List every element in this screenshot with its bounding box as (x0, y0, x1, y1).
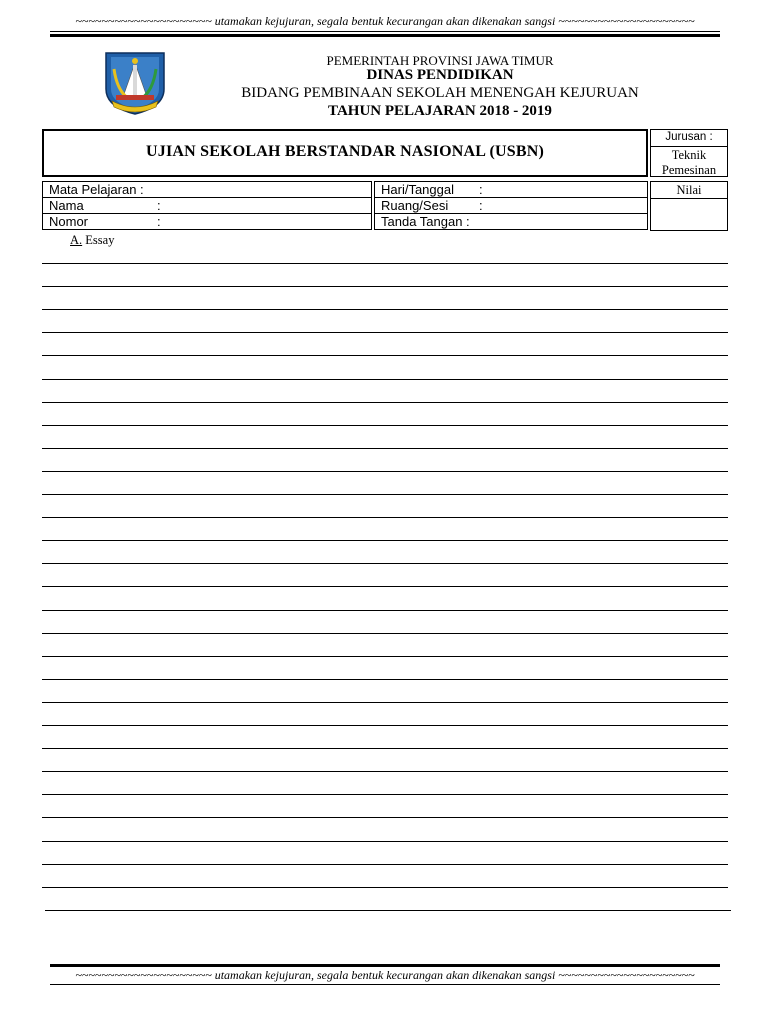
writing-line (42, 633, 728, 634)
nama-label: Nama (49, 198, 84, 213)
writing-line (42, 748, 728, 749)
writing-line (42, 263, 728, 264)
hari-tanggal-field[interactable] (374, 181, 648, 198)
nama-field[interactable] (42, 197, 372, 214)
nilai-divider (651, 198, 727, 199)
nomor-colon: : (157, 214, 161, 229)
honesty-banner-bottom: ~~~~~~~~~~~~~~~~~~~~~ utamakan kejujuran, segala bentuk kecurangan akan dikenakan sangsi ~~~~~~~~~~~~~~~~~~~~~ (75, 968, 695, 982)
writing-line (42, 864, 728, 865)
writing-line (42, 425, 728, 426)
nomor-field[interactable] (42, 213, 372, 230)
mata-pelajaran-label: Mata Pelajaran : (49, 182, 144, 197)
writing-line (42, 402, 728, 403)
top-rule-thick (50, 34, 720, 37)
exam-title: UJIAN SEKOLAH BERSTANDAR NASIONAL (USBN) (146, 143, 544, 160)
nilai-box (650, 181, 728, 231)
writing-line (42, 656, 728, 657)
hari-tanggal-label: Hari/Tanggal (381, 182, 454, 197)
nilai-label: Nilai (676, 183, 702, 197)
hari-tanggal-colon: : (479, 182, 483, 197)
ruang-sesi-field[interactable] (374, 197, 648, 214)
vocational-division: BIDANG PEMBINAAN SEKOLAH MENENGAH KEJURUAN (241, 85, 639, 101)
province-government: PEMERINTAH PROVINSI JAWA TIMUR (326, 53, 554, 68)
writing-line (42, 817, 728, 818)
ruang-sesi-colon: : (479, 198, 483, 213)
writing-line (42, 887, 728, 888)
jurusan-box (650, 129, 728, 177)
writing-line (42, 610, 728, 611)
jurusan-value (651, 148, 727, 178)
education-office: DINAS PENDIDIKAN (366, 67, 514, 83)
essay-label: Essay (85, 233, 115, 247)
writing-line (42, 586, 728, 587)
writing-line (42, 471, 728, 472)
jurusan-value-line2: Pemesinan (661, 163, 717, 177)
mata-pelajaran-field[interactable] (42, 181, 372, 198)
honesty-banner-top: ~~~~~~~~~~~~~~~~~~~~~ utamakan kejujuran, segala bentuk kecurangan akan dikenakan sangsi ~~~~~~~~~~~~~~~~~~~~~ (75, 14, 695, 28)
writing-line (42, 494, 728, 495)
essay-heading (70, 233, 114, 248)
writing-line (42, 332, 728, 333)
jawa-timur-emblem-icon (102, 51, 168, 115)
tanda-tangan-label: Tanda Tangan : (381, 214, 470, 229)
exam-title-box (42, 129, 648, 177)
essay-prefix: A. (70, 233, 83, 247)
bottom-rule-thick (50, 964, 720, 967)
writing-line (42, 379, 728, 380)
writing-line (42, 702, 728, 703)
nomor-label: Nomor (49, 214, 89, 229)
ruang-sesi-label: Ruang/Sesi (381, 198, 449, 213)
academic-year: TAHUN PELAJARAN 2018 - 2019 (328, 103, 552, 119)
writing-line (42, 517, 728, 518)
top-rule-thin (50, 31, 720, 32)
nama-colon: : (157, 198, 161, 213)
jurusan-value-line1: Teknik (671, 148, 707, 162)
tanda-tangan-field[interactable] (374, 213, 648, 230)
writing-line (45, 910, 731, 911)
bottom-rule-thin (50, 984, 720, 985)
jurusan-divider (651, 146, 727, 147)
writing-line (42, 679, 728, 680)
writing-line (42, 540, 728, 541)
writing-line (42, 355, 728, 356)
jurusan-label: Jurusan : (665, 131, 713, 143)
writing-line (42, 725, 728, 726)
writing-line (42, 841, 728, 842)
writing-line (42, 286, 728, 287)
writing-line (42, 771, 728, 772)
writing-line (42, 448, 728, 449)
writing-line (42, 794, 728, 795)
writing-line (42, 309, 728, 310)
writing-line (42, 563, 728, 564)
